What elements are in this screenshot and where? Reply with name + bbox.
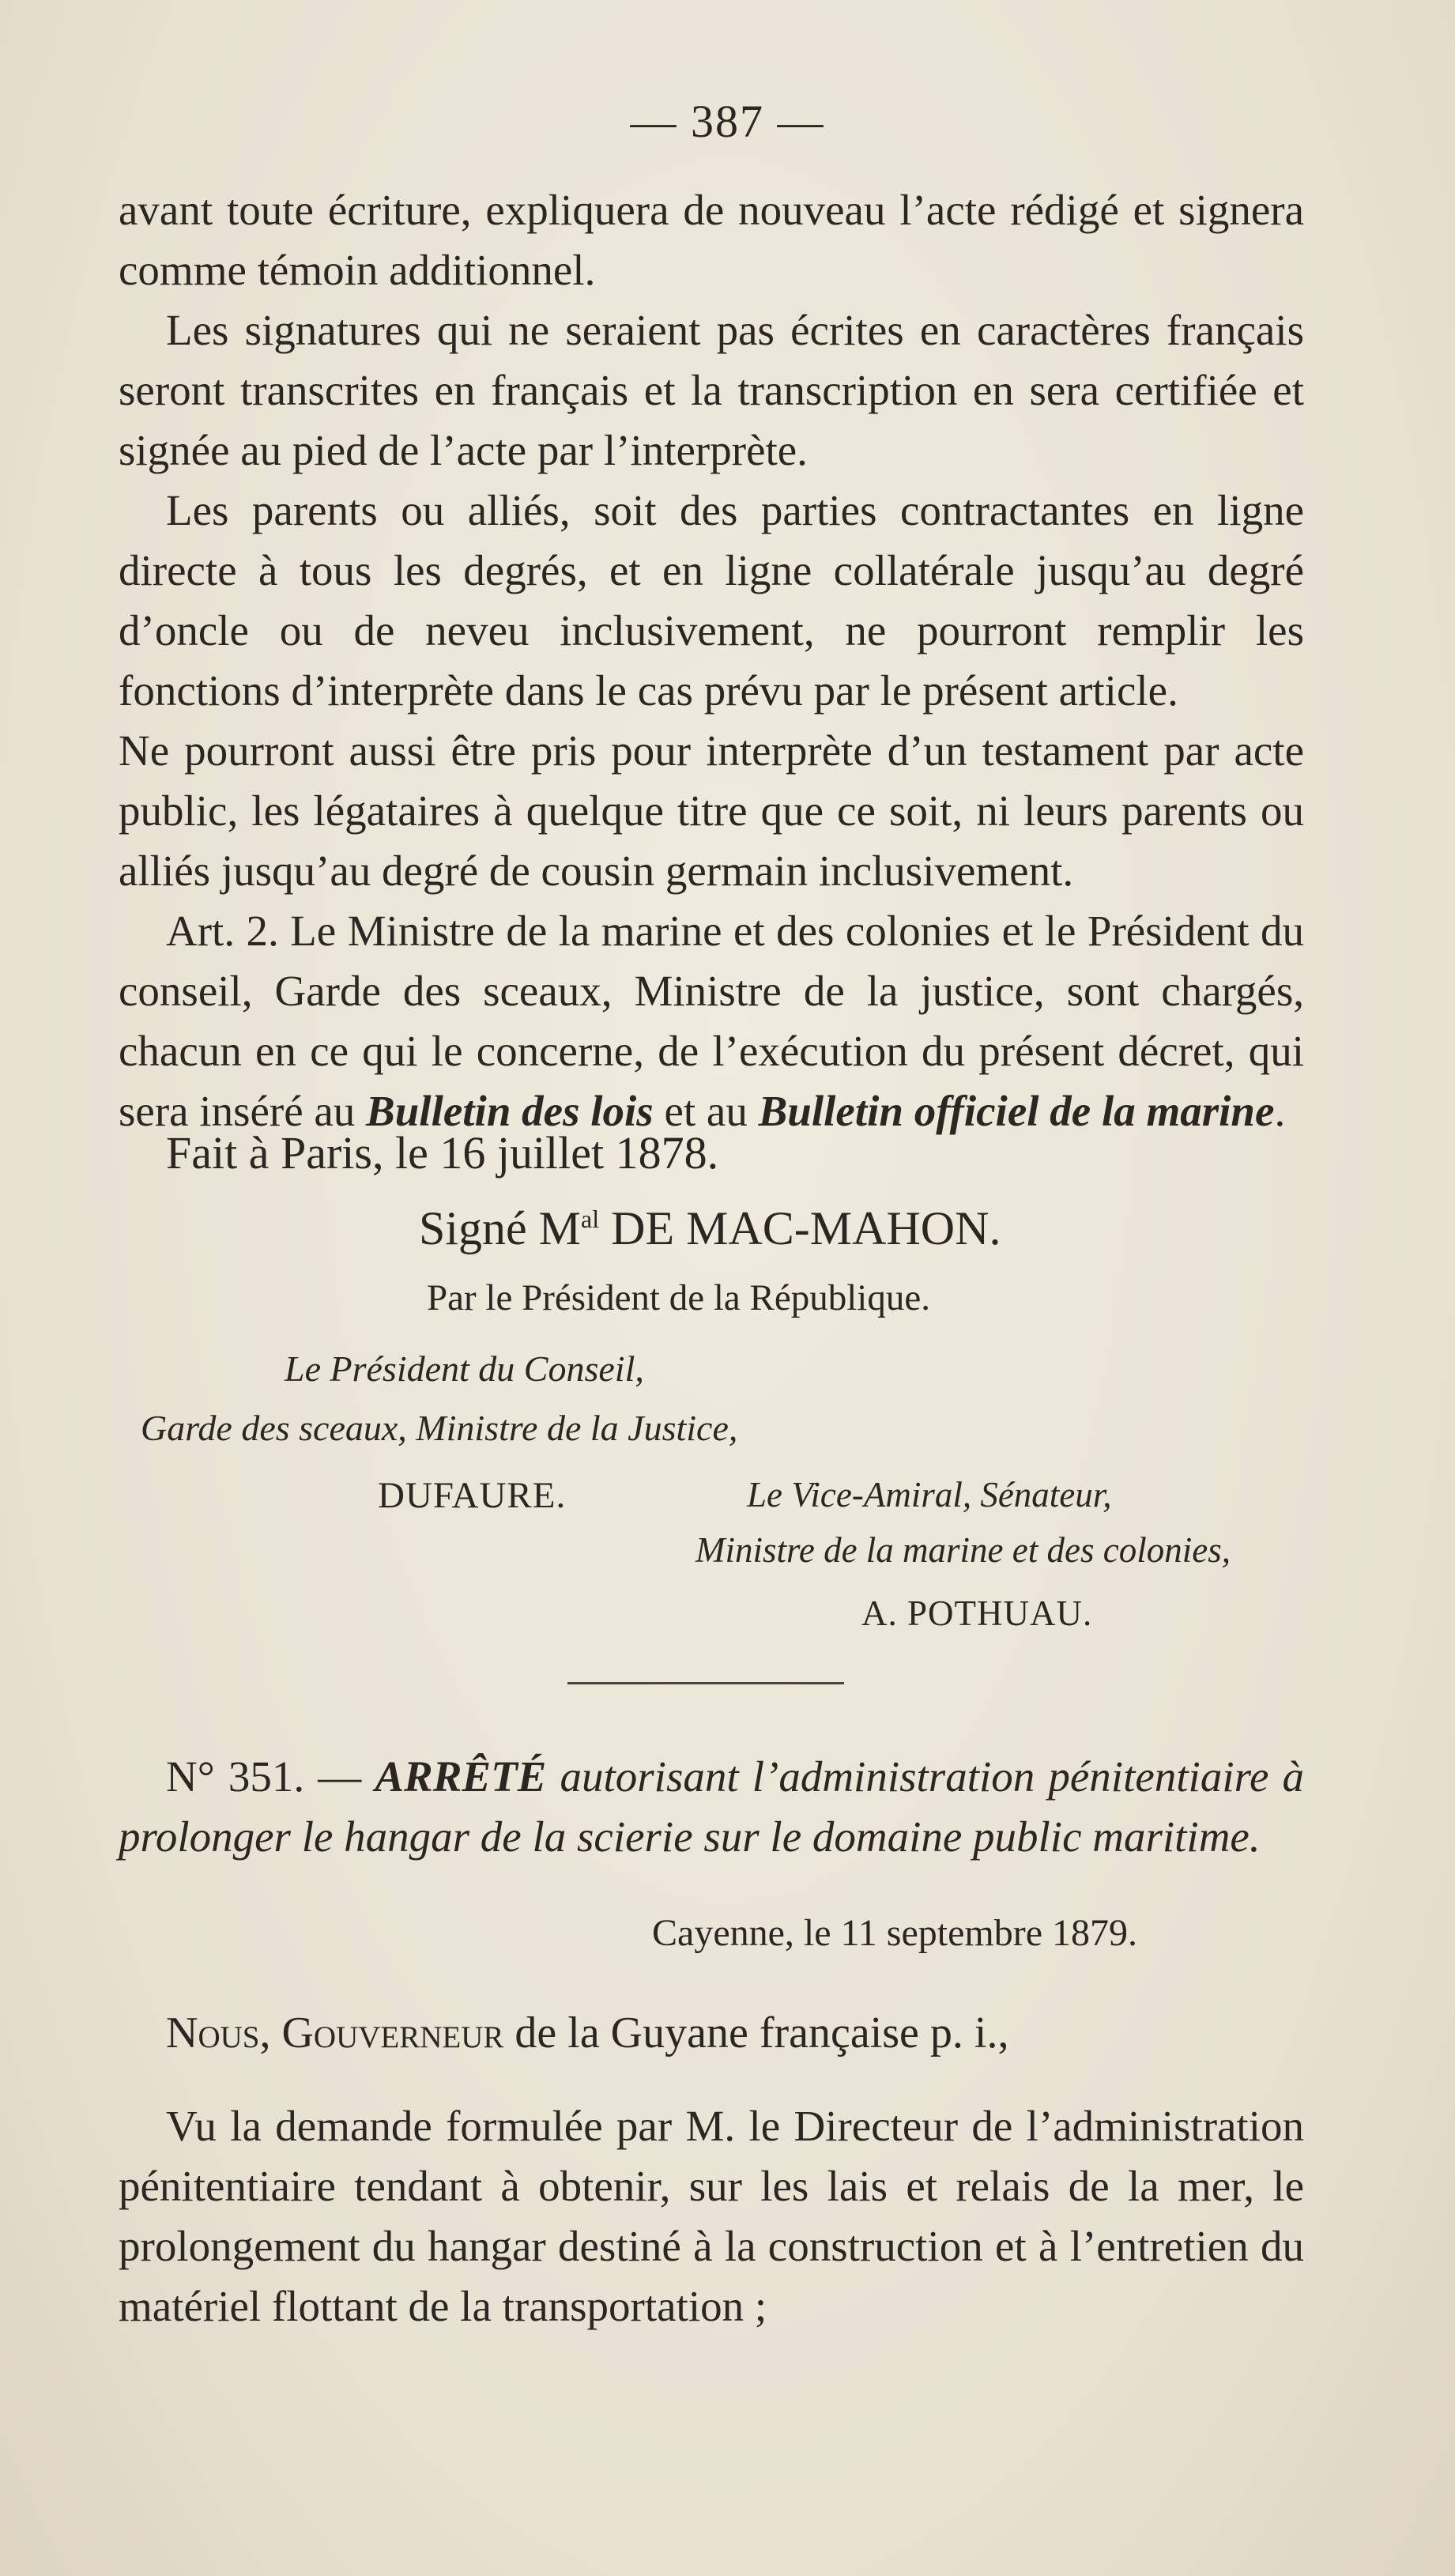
article-2: [119, 901, 1304, 1141]
article-2-prefix: Art. 2. Le Ministre de la marine et des colonies et le Président du conseil, Garde des sceaux, Ministre de la justice, sont chargés, chacun en ce qui le concerne, de l’exécution du présent décret, qui sera inséré au: [119, 907, 1304, 1135]
arrete-heading-block: [119, 1747, 1304, 1867]
fait-a-paris: Fait à Paris, le 16 juillet 1878.: [166, 1127, 719, 1179]
vu-block: [119, 2096, 1304, 2337]
par-le-president: Par le Président de la République.: [427, 1277, 930, 1318]
bulletin-des-lois: Bulletin des lois: [366, 1087, 654, 1135]
paragraph-signatures: Les signatures qui ne seraient pas écrites en caractères français seront transcrites en français et la transcription en sera certifiée et signée au pied de l’acte par l’interprète.: [119, 306, 1304, 474]
paragraph-continuation: avant toute écriture, expliquera de nouveau l’acte rédigé et signera comme témoin additionnel.: [119, 186, 1304, 294]
nous-prefix: Nous, Gouverneur: [166, 2008, 504, 2057]
vice-amiral-senateur: Le Vice-Amiral, Sénateur,: [747, 1475, 1112, 1514]
arrete-dash: —: [304, 1752, 375, 1801]
decree-text: [119, 180, 1304, 1141]
nous-gouverneur: [166, 2008, 1008, 2058]
signature-mac-mahon: [419, 1201, 1001, 1256]
arrete-heading: [119, 1747, 1304, 1867]
page-number: — 387 —: [630, 96, 825, 147]
bulletin-officiel-marine: Bulletin officiel de la marine: [758, 1087, 1275, 1135]
paragraph-parents: Les parents ou alliés, soit des parties contractantes en ligne directe à tous les degrés, et en ligne collatérale jusqu’au degré d’oncle ou de neveu inclusivement, ne pourront remplir les fonctions d’interprète dans le cas prévu par le présent article.: [119, 486, 1304, 715]
article-2-middle: et au: [653, 1087, 759, 1135]
arrete-title-word: ARRÊTÉ: [375, 1752, 547, 1801]
paragraph-vu-la-demande: Vu la demande formulée par M. le Directeur de l’administration pénitentiaire tendant à obtenir, sur les lais et relais de la mer, le prolongement du hangar destiné à la construction et à l’entretien du matériel flottant de la transportation ;: [119, 2102, 1304, 2330]
arrete-number: N° 351.: [166, 1752, 305, 1801]
paragraph-legataires: Ne pourront aussi être pris pour interprète d’un testament par acte public, les légataires à quelque titre que ce soit, ni leurs parents ou alliés jusqu’au degré de cousin germain inclusivement.: [119, 726, 1304, 895]
signe-prefix: Signé M: [419, 1202, 582, 1254]
president-du-conseil: Le Président du Conseil,: [285, 1348, 644, 1389]
signature-dufaure: DUFAURE.: [378, 1475, 567, 1516]
arrete-title-rest: autorisant l’administration pénitentiaire à prolonger le hangar de la scierie sur le domaine public maritime.: [119, 1752, 1305, 1861]
nous-rest: de la Guyane française p. i.,: [503, 2008, 1009, 2057]
ministre-de-la-marine: Ministre de la marine et des colonies,: [695, 1530, 1231, 1570]
garde-des-sceaux: Garde des sceaux, Ministre de la Justice,: [141, 1408, 738, 1448]
signature-pothuau: A. POTHUAU.: [861, 1593, 1093, 1633]
section-divider: [567, 1682, 844, 1684]
cayenne-date: Cayenne, le 11 septembre 1879.: [652, 1912, 1138, 1954]
article-2-suffix: .: [1274, 1087, 1286, 1135]
signe-name: DE MAC-MAHON.: [599, 1202, 1001, 1254]
signe-superscript: al: [581, 1205, 600, 1233]
